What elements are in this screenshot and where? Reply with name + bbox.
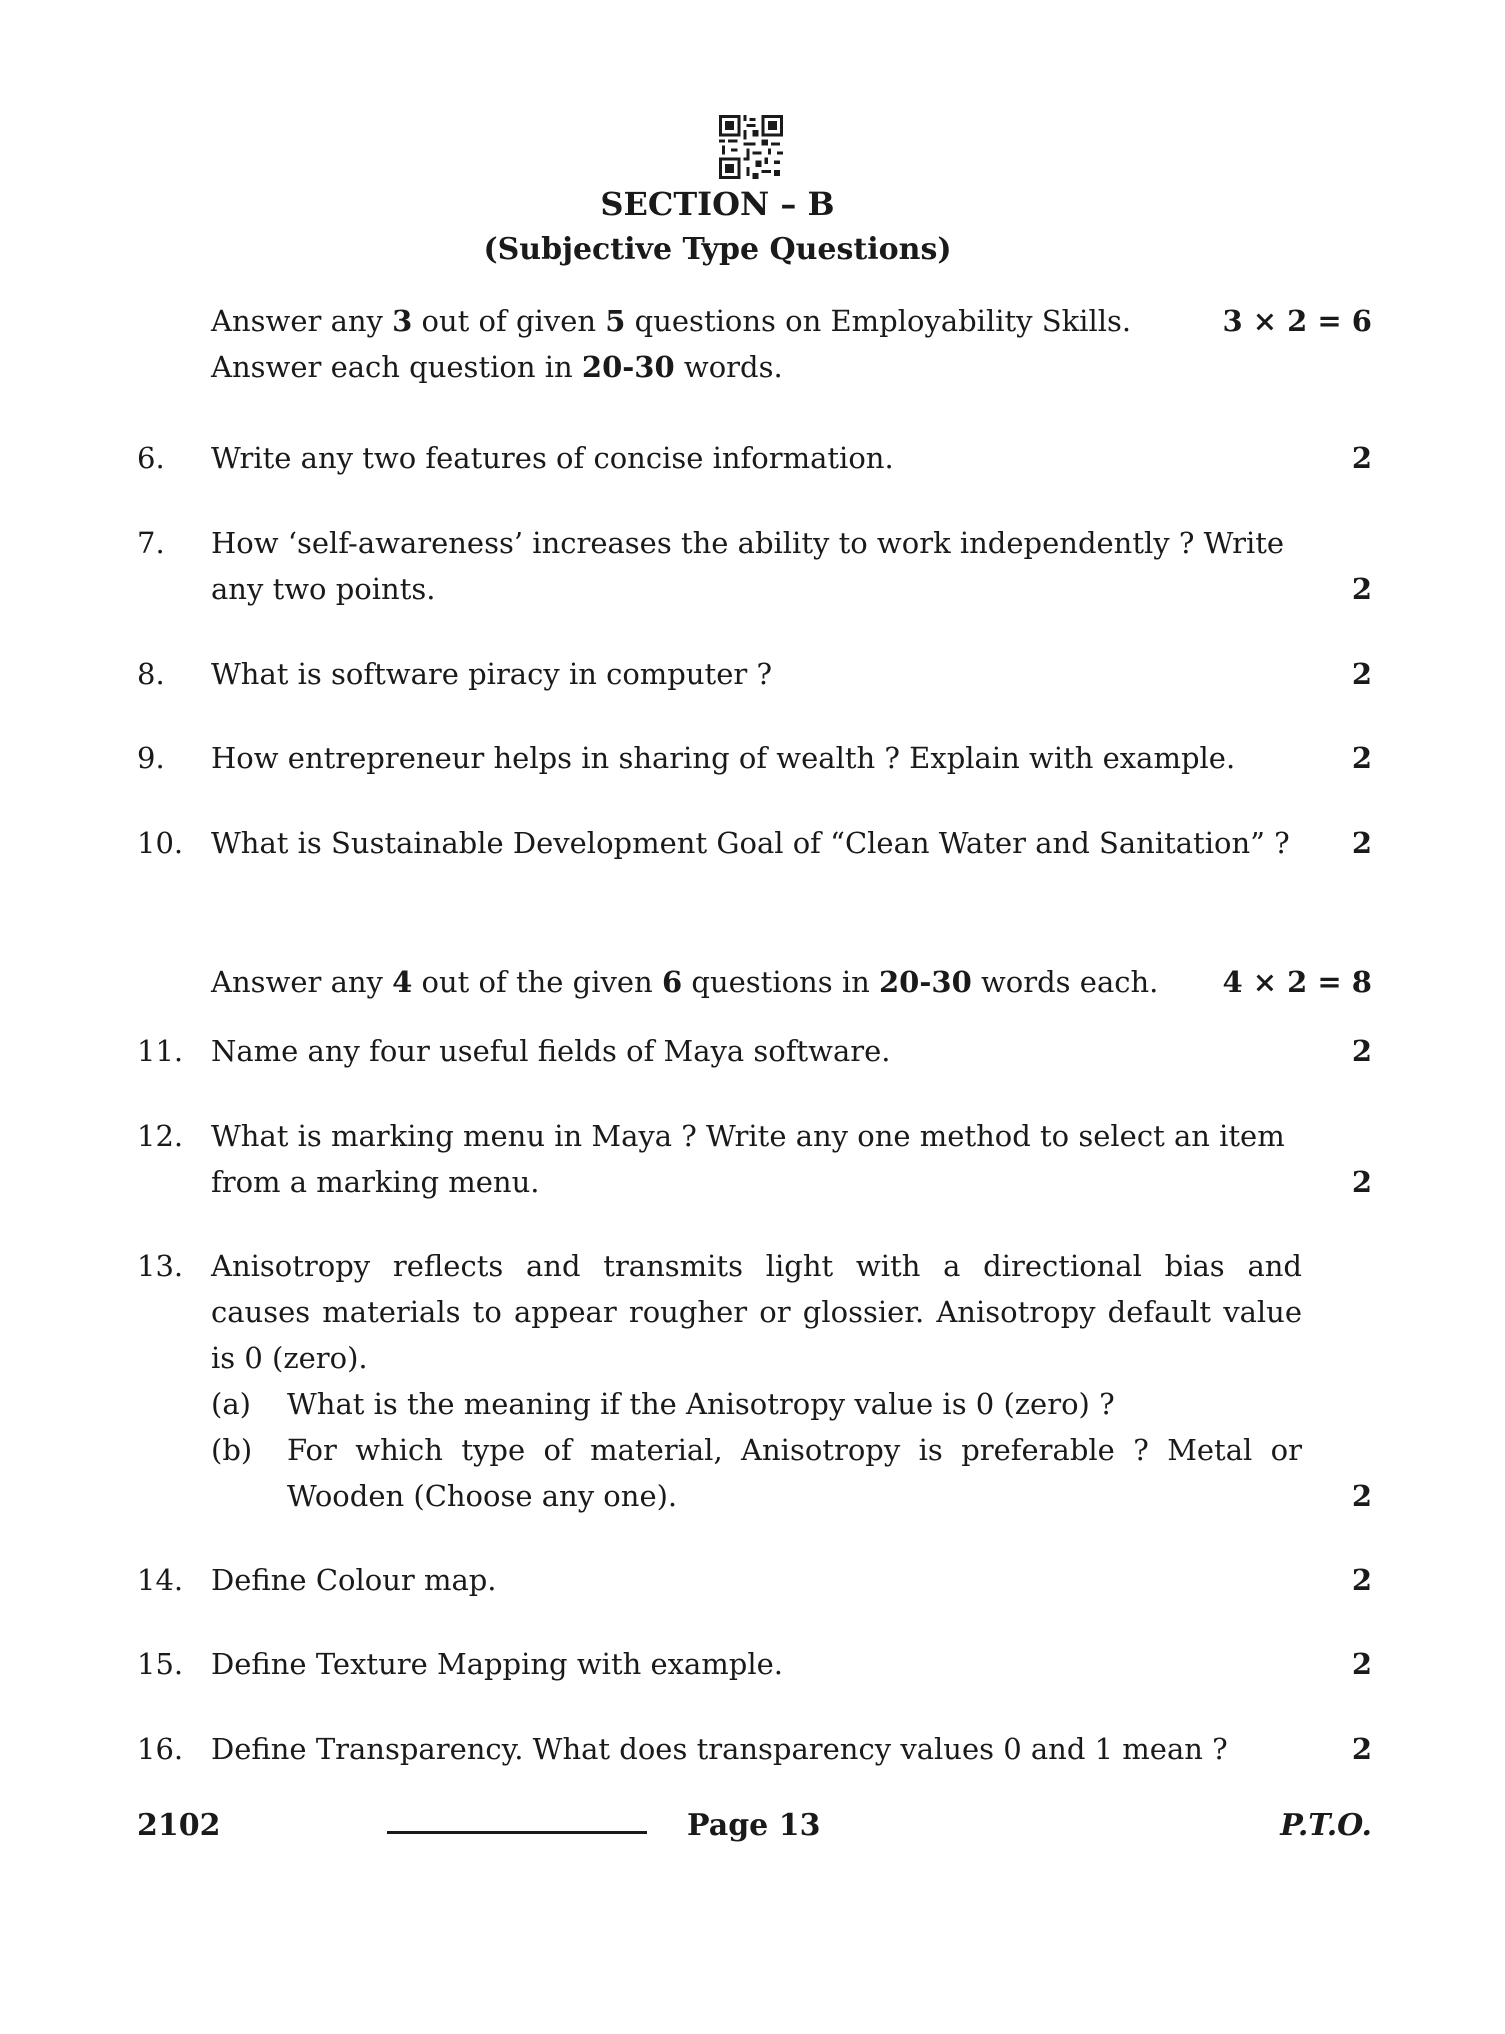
question-text: What is software piracy in computer ?: [211, 657, 772, 691]
question-marks: 2: [1351, 1732, 1372, 1766]
question-text: Name any four useful fields of Maya software.: [211, 1034, 891, 1068]
question-text: Define Colour map.: [211, 1563, 497, 1597]
subquestion-label: (a): [211, 1387, 251, 1421]
question-number: 16.: [137, 1732, 184, 1766]
question-text-line1: What is marking menu in Maya ? Write any one method to select an item: [211, 1119, 1285, 1153]
section-subtitle: (Subjective Type Questions): [483, 232, 952, 267]
question-marks: 2: [1351, 441, 1372, 475]
subquestion-text: What is the meaning if the Anisotropy value is 0 (zero) ?: [287, 1387, 1115, 1421]
marks-formula-part2: 4 × 2 = 8: [1222, 965, 1372, 999]
qr-code-icon: [719, 115, 783, 179]
question-7: [0, 520, 1505, 612]
question-number: 9.: [137, 741, 165, 775]
question-text: Define Transparency. What does transparency values 0 and 1 mean ?: [211, 1732, 1228, 1766]
question-text: How entrepreneur helps in sharing of wealth ? Explain with example.: [211, 741, 1236, 775]
instruction-part1-line2: Answer each question in 20-30 words.: [211, 350, 783, 384]
question-marks: 2: [1351, 572, 1372, 606]
question-number: 11.: [137, 1034, 184, 1068]
question-text-line2: any two points.: [211, 572, 436, 606]
question-text-line2: from a marking menu.: [211, 1165, 540, 1199]
paper-code: 2102: [137, 1808, 221, 1843]
question-marks: 2: [1351, 1479, 1372, 1513]
question-number: 13.: [137, 1249, 184, 1283]
footer-divider: [387, 1831, 647, 1834]
question-text-line2: causes materials to appear rougher or glossier. Anisotropy default value: [211, 1295, 1302, 1329]
question-text-line1: Anisotropy reflects and transmits light with a directional bias and: [211, 1249, 1302, 1283]
question-text: What is Sustainable Development Goal of “Clean Water and Sanitation” ?: [211, 826, 1290, 860]
question-number: 6.: [137, 441, 165, 475]
marks-formula-part1: 3 × 2 = 6: [1222, 304, 1372, 338]
question-marks: 2: [1351, 1563, 1372, 1597]
question-text-line1: How ‘self-awareness’ increases the ability to work independently ? Write: [211, 526, 1285, 560]
subquestion-text-line1: For which type of material, Anisotropy is preferable ? Metal or: [287, 1433, 1302, 1467]
question-number: 7.: [137, 526, 165, 560]
question-number: 14.: [137, 1563, 184, 1597]
question-marks: 2: [1351, 1034, 1372, 1068]
question-text: Define Texture Mapping with example.: [211, 1647, 784, 1681]
section-title: SECTION – B: [600, 185, 835, 223]
question-marks: 2: [1351, 826, 1372, 860]
question-marks: 2: [1351, 1165, 1372, 1199]
question-number: 10.: [137, 826, 184, 860]
question-12: [0, 1113, 1505, 1205]
question-number: 12.: [137, 1119, 184, 1153]
instruction-part2: Answer any 4 out of the given 6 questions in 20-30 words each.: [211, 965, 1159, 999]
instruction-part1-line1: Answer any 3 out of given 5 questions on Employability Skills.: [211, 304, 1132, 338]
question-text: Write any two features of concise information.: [211, 441, 894, 475]
question-marks: 2: [1351, 741, 1372, 775]
question-number: 8.: [137, 657, 165, 691]
subquestion-text-line2: Wooden (Choose any one).: [287, 1479, 678, 1513]
question-text-line3: is 0 (zero).: [211, 1341, 368, 1375]
pto-label: P.T.O.: [1280, 1808, 1372, 1843]
question-marks: 2: [1351, 657, 1372, 691]
question-number: 15.: [137, 1647, 184, 1681]
subquestion-label: (b): [211, 1433, 253, 1467]
page-number: Page 13: [687, 1808, 821, 1843]
subquestion-13b: [0, 1427, 1505, 1519]
question-marks: 2: [1351, 1647, 1372, 1681]
